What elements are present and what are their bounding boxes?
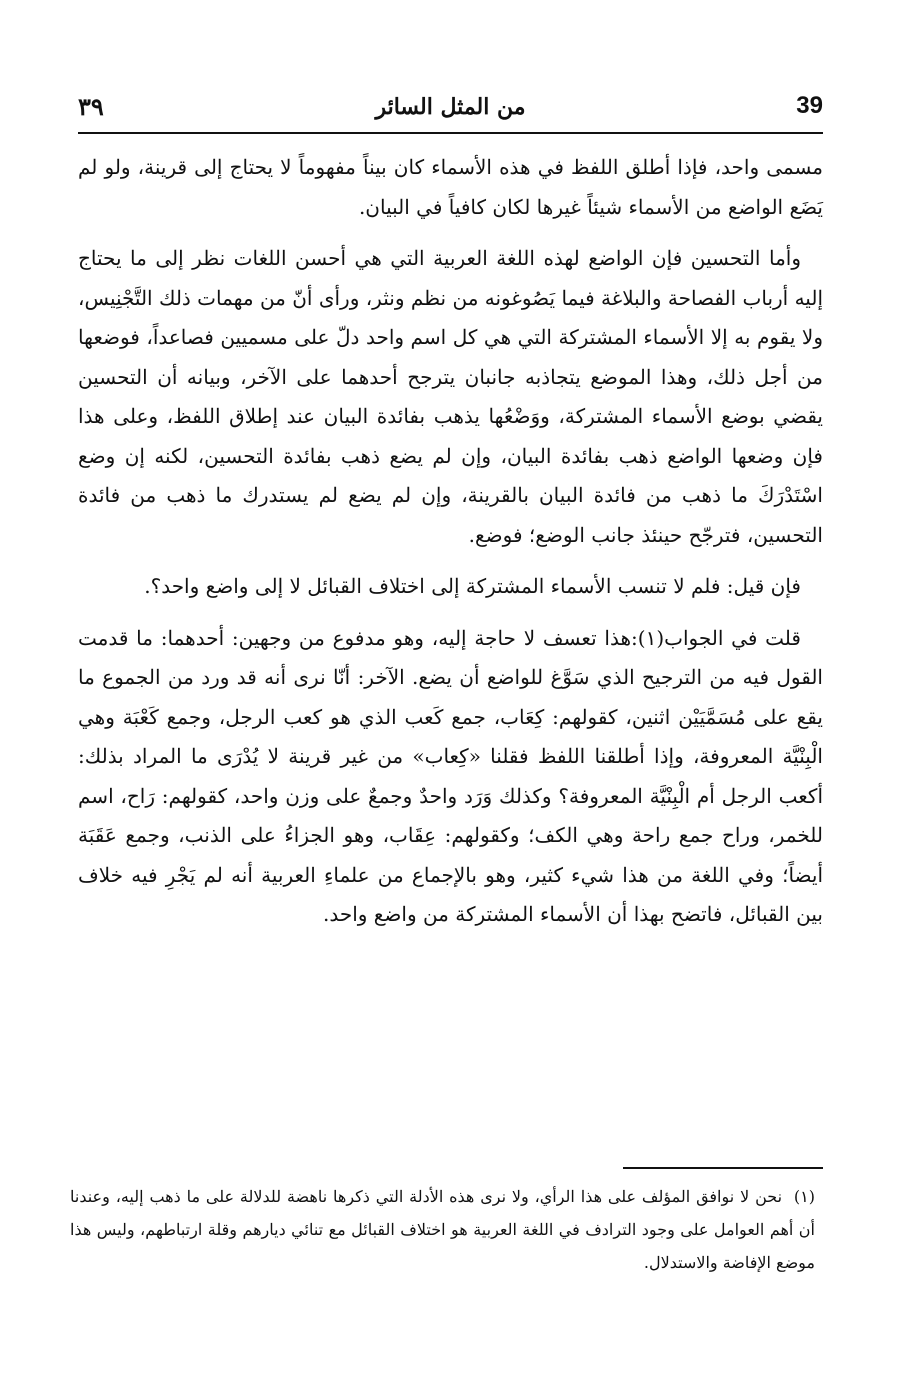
footnote-text: نحن لا نوافق المؤلف على هذا الرأي، ولا نرى هذه الأدلة التي ذكرها ناهضة للدلالة على ما ذهب إليه، وعندنا أن أهم العوامل على وجود الترادف في اللغة العربية هو اختلاف القبائل مع تنائي ديارهم وقلة ارتباطهم، وليس هذا موضع الإفاضة والاستدلال. [70,1187,815,1272]
main-text [78,148,823,947]
page-number-arabic: ٣٩ [78,92,104,121]
paragraph-tahsin: وأما التحسين فإن الواضع لهذه اللغة العربية التي هي أحسن اللغات نظر إلى ما يحتاج إليه أرباب الفصاحة والبلاغة فيما يَصُوغونه من نظم ونثر، ورأى أنّ من مهمات ذلك التَّجْنِيس، ولا يقوم به إلا الأسماء المشتركة التي هي كل اسم واحد دلّ على مسميين فصاعداً، فوضعها من أجل ذلك، وهذا الموضع يتجاذبه جانبان يترجح أحدهما على الآخر، وبيانه أن التحسين يقضي بوضع الأسماء المشتركة، ووَضْعُها يذهب بفائدة البيان عند إطلاق اللفظ، وعلى هذا فإن وضعها الواضع ذهب بفائدة البيان، وإن لم يضع ذهب بفائدة التحسين، لكنه إن وضع اسْتَدْرَكَ ما ذهب من فائدة البيان بالقرينة، وإن لم يضع لم يستدرك ما ذهب من فائدة التحسين، فترجّح حينئذ جانب الوضع؛ فوضع. [77,246,823,547]
paragraph-answer: قلت في الجواب(١):هذا تعسف لا حاجة إليه، وهو مدفوع من وجهين: أحدهما: ما قدمت القول فيه من الترجيح الذي سَوَّغ للواضع أن يضع. الآخر: أنّا نرى أنه قد ورد من الجموع ما يقع على مُسَمَّيَيْن اثنين، كقولهم: كِعَاب، جمع كَعب الذي هو كعب الرجل، وجمع كَعْبَة وهي الْبِنْيَّة المعروفة، وإذا أطلقنا اللفظ فقلنا «كِعاب» من غير قرينة لا يُدْرَى ما المراد بذلك: أكعب الرجل أم الْبِنْيَّة المعروفة؟ وكذلك وَرَد واحدٌ وجمعٌ على وزن واحد، كقولهم: رَاح، اسم للخمر، وراح جمع راحة وهي الكف؛ وكقولهم: عِقَاب، وهو الجزاءُ على الذنب، وجمع عَقَبَة أيضاً؛ وفي اللغة من هذا شيء كثير، وهو بالإجماع من علماءِ العربية أنه لم يَجْرِ فيه خلاف بين القبائل، فاتضح بهذا أن الأسماء المشتركة من واضع واحد. [78,625,823,926]
running-title: من المثل السائر [375,94,526,120]
running-header [78,92,823,134]
footnote-divider [623,1167,823,1169]
page-number-latin: 39 [796,92,823,119]
paragraph-question: فإن قيل: فلم لا تنسب الأسماء المشتركة إلى اختلاف القبائل لا إلى واضع واحد؟. [144,574,801,598]
paragraph-continuation: مسمى واحد، فإذا أطلق اللفظ في هذه الأسماء كان بيناً مفهوماً لا يحتاج إلى قرينة، ولو لم يَضَع الواضع من الأسماء شيئاً غيرها لكان كافياً في البيان. [78,155,823,219]
footnote [70,1180,815,1279]
footnote-marker: (١) [793,1187,816,1206]
